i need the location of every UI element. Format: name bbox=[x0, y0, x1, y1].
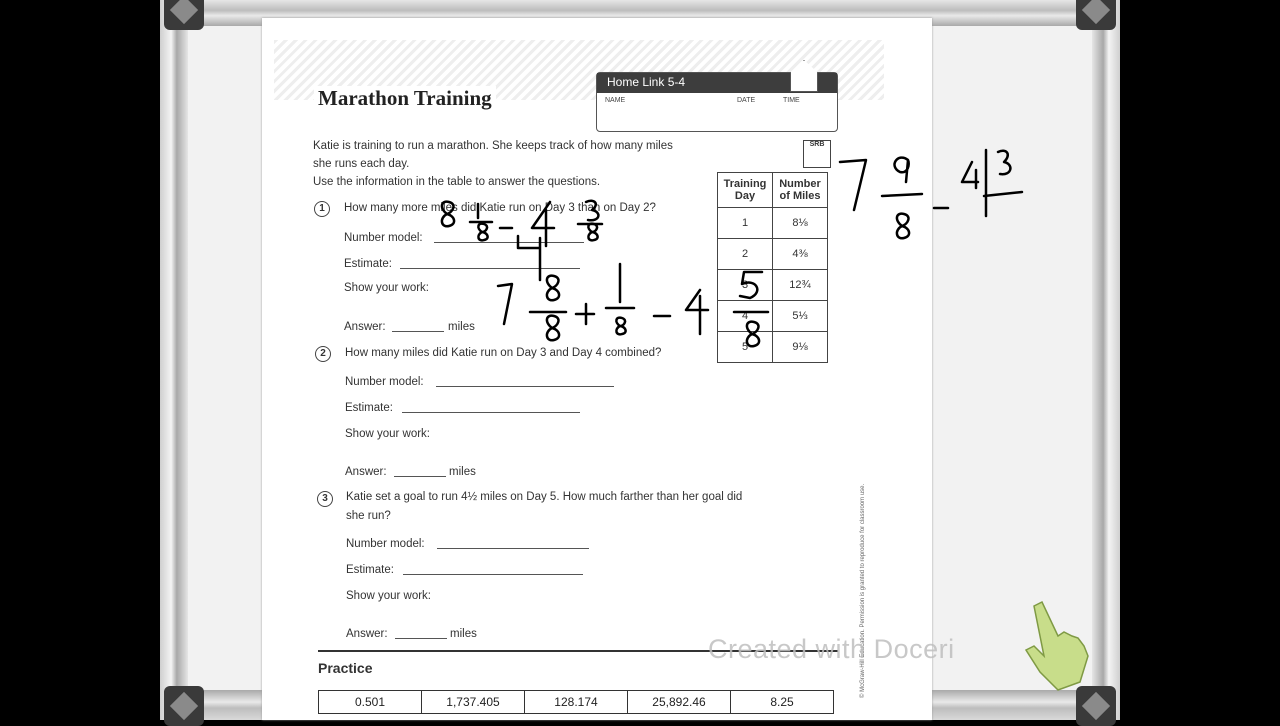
ink-stroke bbox=[442, 202, 454, 227]
ink-stroke bbox=[518, 236, 540, 280]
day-cell: 2 bbox=[718, 239, 773, 270]
question-number: 2 bbox=[315, 346, 331, 362]
miles-cell: 12¾ bbox=[773, 270, 828, 301]
number-model-label: Number model: bbox=[346, 538, 425, 550]
answer-label: Answer: bbox=[346, 628, 388, 640]
intro-line: Use the information in the table to answer the questions. bbox=[313, 176, 601, 188]
day-cell: 4 bbox=[718, 301, 773, 332]
home-link-label: Home Link 5-4 bbox=[597, 73, 837, 93]
number-model-label: Number model: bbox=[345, 376, 424, 388]
question-text: How many miles did Katie run on Day 3 and Day 4 combined? bbox=[345, 347, 662, 359]
ink-stroke bbox=[895, 158, 909, 182]
question-text: Katie set a goal to run 4½ miles on Day 5. How much farther than her goal did bbox=[346, 491, 743, 503]
ink-stroke bbox=[478, 224, 487, 241]
miles-cell: 8⅛ bbox=[773, 208, 828, 239]
miles-cell: 4⅜ bbox=[773, 239, 828, 270]
day-cell: 5 bbox=[718, 332, 773, 363]
doceri-hand-icon bbox=[1020, 600, 1090, 692]
ink-stroke bbox=[686, 290, 708, 334]
copyright-notice: © McGraw-Hill Education. Permission is granted to reproduce for classroom use. bbox=[860, 483, 866, 698]
show-work-label: Show your work: bbox=[346, 590, 432, 602]
intro-line: she runs each day. bbox=[313, 158, 410, 170]
practice-title: Practice bbox=[318, 660, 373, 676]
intro-line: Katie is training to run a marathon. She keeps track of how many miles bbox=[313, 140, 673, 152]
column-header-line: Number bbox=[779, 178, 821, 190]
doceri-watermark: Created with Doceri bbox=[708, 634, 955, 664]
column-header-line: of Miles bbox=[779, 190, 821, 202]
time-label: TIME bbox=[783, 97, 800, 104]
ink-stroke bbox=[588, 224, 597, 241]
ink-stroke bbox=[962, 162, 978, 188]
question-number: 3 bbox=[317, 491, 333, 507]
show-work-label: Show your work: bbox=[345, 428, 431, 440]
miles-label: miles bbox=[448, 321, 475, 333]
answer-label: Answer: bbox=[344, 321, 386, 333]
ink-stroke bbox=[547, 276, 559, 301]
practice-cell: 1,737.405 bbox=[422, 691, 525, 714]
column-header-line: Day bbox=[734, 190, 756, 202]
ink-stroke bbox=[747, 322, 759, 347]
question-text: How many more miles did Katie run on Day 3 than on Day 2? bbox=[344, 202, 656, 214]
answer-label: Answer: bbox=[345, 466, 387, 478]
ink-stroke bbox=[616, 318, 625, 335]
ink-stroke bbox=[897, 214, 909, 239]
ink-stroke bbox=[882, 194, 922, 196]
estimate-label: Estimate: bbox=[344, 258, 392, 270]
show-work-label: Show your work: bbox=[344, 282, 430, 294]
miles-cell: 9⅛ bbox=[773, 332, 828, 363]
column-header-line: Training bbox=[723, 178, 767, 190]
ink-stroke bbox=[586, 201, 598, 221]
ink-stroke bbox=[840, 160, 866, 210]
ink-stroke bbox=[532, 202, 554, 246]
miles-label: miles bbox=[450, 628, 477, 640]
practice-cell: 25,892.46 bbox=[628, 691, 731, 714]
ink-stroke bbox=[740, 272, 762, 298]
srb-label: SRB bbox=[809, 141, 825, 148]
miles-cell: 5⅓ bbox=[773, 301, 828, 332]
name-label: NAME bbox=[605, 97, 626, 104]
ink-stroke bbox=[547, 316, 559, 341]
miles-label: miles bbox=[449, 466, 476, 478]
ink-stroke bbox=[576, 304, 594, 324]
ink-stroke bbox=[998, 151, 1010, 174]
number-model-label: Number model: bbox=[344, 232, 423, 244]
ink-stroke bbox=[498, 284, 512, 324]
day-cell: 1 bbox=[718, 208, 773, 239]
day-cell: 3 bbox=[718, 270, 773, 301]
question-text-cont: she run? bbox=[346, 510, 391, 522]
ink-stroke bbox=[984, 192, 1022, 196]
practice-cell: 128.174 bbox=[525, 691, 628, 714]
practice-cell: 8.25 bbox=[731, 691, 834, 714]
question-number: 1 bbox=[314, 201, 330, 217]
estimate-label: Estimate: bbox=[346, 564, 394, 576]
page-title: Marathon Training bbox=[314, 86, 496, 111]
estimate-label: Estimate: bbox=[345, 402, 393, 414]
practice-cell: 0.501 bbox=[319, 691, 422, 714]
date-label: DATE bbox=[737, 97, 756, 104]
